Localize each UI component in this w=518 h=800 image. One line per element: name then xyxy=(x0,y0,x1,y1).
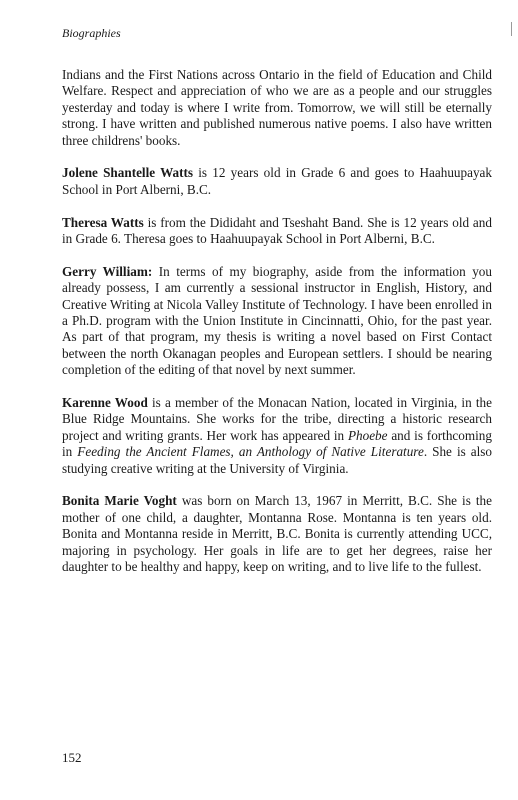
bio-paragraph-jolene-watts xyxy=(62,165,492,198)
bio-text: Indians and the First Nations across Ontario in the field of Education and Child Welfare. Respect and appreciation of who we are as a people and our struggles yesterday and today is where I write from. Tomorrow, we will still be eternally strong. I have written and published numerous native poems. I also have written three childrens' books. xyxy=(62,67,492,148)
bio-name: Gerry William: xyxy=(62,263,153,279)
publication-title: Feeding the Ancient Flames, an Anthology of Native Literature xyxy=(77,444,424,460)
bio-text: is 12 years old in Grade 6 and goes to Haahuupayak School in Port Alberni, B.C. xyxy=(62,165,492,197)
page-edge-mark xyxy=(511,22,512,36)
bio-text: is a member of the Monacan Nation, located in Virginia, in the Blue Ridge Mountains. She works for the tribe, directing a historic research project and writing grants. Her work has appeared in xyxy=(62,395,492,443)
bio-paragraph-continued xyxy=(62,67,492,149)
bio-paragraph-karenne-wood xyxy=(62,395,492,477)
bio-text: In terms of my biography, aside from the information you already possess, I am currently a sessional instructor in English, History, and Creative Writing at Nicola Valley Institute of Technology. I have been enrolled in a Ph.D. program with the Union Institute in Cincinnatti, Ohio, for the past year. As part of that program, my thesis is writing a novel based on First Contact between the north Okanagan peoples and European settlers. I should be nearing completion of the editing of that novel by next summer. xyxy=(62,263,492,378)
bio-text: was born on March 13, 1967 in Merritt, B.C. She is the mother of one child, a daughter, Montanna Rose. Montanna is ten years old. Bonita and Montanna reside in Merritt, B.C. Bonita is currently attending UCC, majoring in psychology. Her goals in life are to get her degrees, raise her daughter to be healthy and happy, keep on writing, and to live life to the fullest. xyxy=(62,493,492,575)
bio-name: Jolene Shantelle Watts xyxy=(62,165,194,181)
bio-name: Karenne Wood xyxy=(62,395,148,411)
page-number: 152 xyxy=(62,750,82,765)
running-head: Biographies xyxy=(62,26,121,40)
bio-name: Theresa Watts xyxy=(62,214,144,230)
biographies-body xyxy=(62,67,492,592)
bio-text: is from the Dididaht and Tseshaht Band. She is 12 years old and in Grade 6. Theresa goes to Haahuupayak School in Port Alberni, B.C. xyxy=(62,214,492,247)
publication-title: Phoebe xyxy=(347,427,388,443)
bio-text: and is forthcoming in xyxy=(62,427,492,460)
bio-paragraph-theresa-watts xyxy=(62,215,492,248)
bio-text: . She is also studying creative writing at the University of Virginia. xyxy=(62,444,493,476)
bio-paragraph-gerry-william xyxy=(62,264,492,379)
bio-name: Bonita Marie Voght xyxy=(62,493,177,509)
bio-paragraph-bonita-voght xyxy=(62,493,492,575)
